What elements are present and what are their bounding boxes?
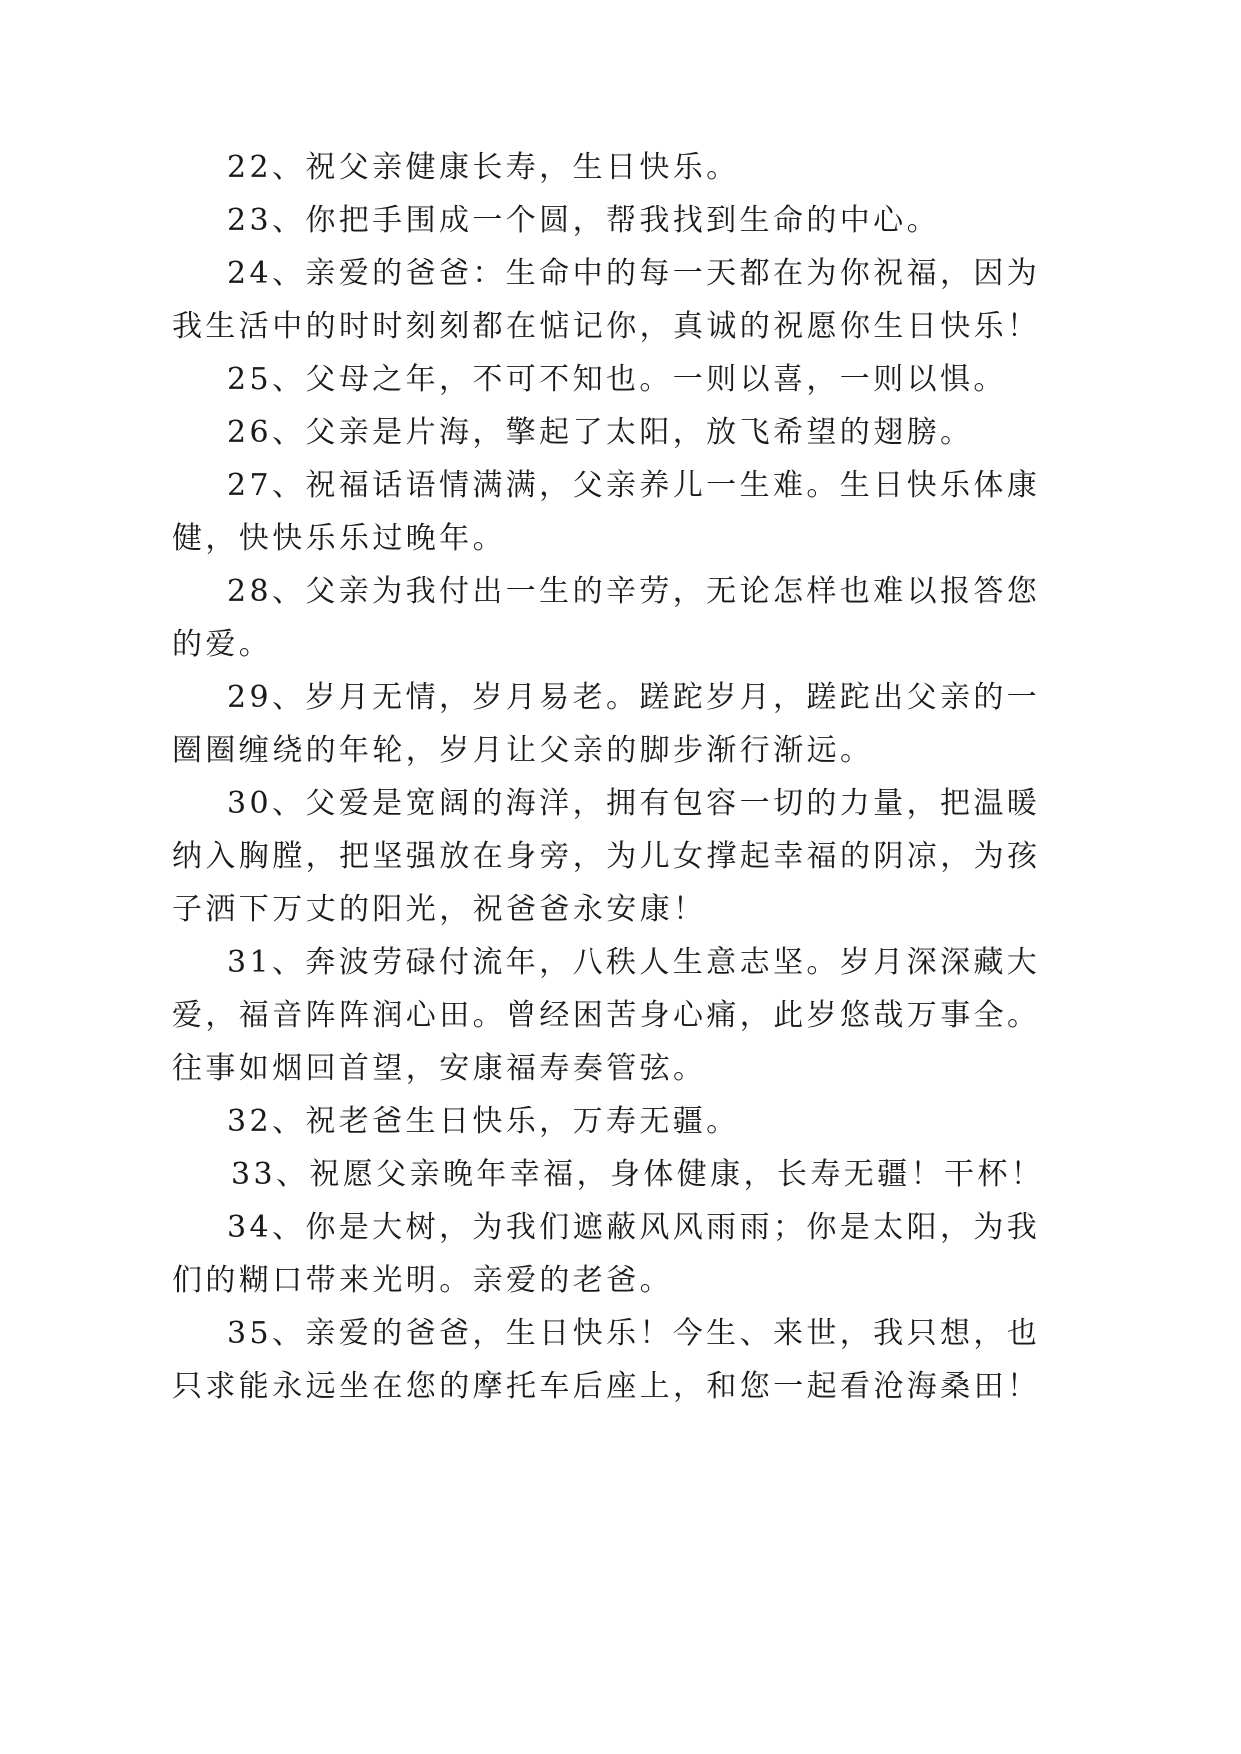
text-line: 往事如烟回首望，安康福寿奏管弦。 xyxy=(172,1051,707,1086)
text-line: 纳入胸膛，把坚强放在身旁，为儿女撑起幸福的阴凉，为孩 xyxy=(172,839,1041,874)
text-line: 31、奔波劳碌付流年，八秩人生意志坚。岁月深深藏大 xyxy=(227,945,1041,980)
text-line: 24、亲爱的爸爸：生命中的每一天都在为你祝福，因为 xyxy=(227,256,1041,291)
text-line: 子洒下万丈的阳光，祝爸爸永安康！ xyxy=(172,892,707,927)
text-line: 22、祝父亲健康长寿，生日快乐。 xyxy=(227,150,740,185)
text-line: 的爱。 xyxy=(172,627,273,662)
text-line: 们的糊口带来光明。亲爱的老爸。 xyxy=(172,1263,673,1298)
text-line: 34、你是大树，为我们遮蔽风风雨雨；你是太阳，为我 xyxy=(227,1210,1041,1245)
text-line: 25、父母之年，不可不知也。一则以喜，一则以惧。 xyxy=(227,362,1007,397)
text-line: 我生活中的时时刻刻都在惦记你，真诚的祝愿你生日快乐！ xyxy=(172,309,1041,344)
text-line: 健，快快乐乐过晚年。 xyxy=(172,521,506,556)
text-line: 30、父爱是宽阔的海洋，拥有包容一切的力量，把温暖 xyxy=(227,786,1041,821)
text-line: 35、亲爱的爸爸，生日快乐！今生、来世，我只想，也 xyxy=(227,1316,1041,1351)
text-line: 23、你把手围成一个圆，帮我找到生命的中心。 xyxy=(227,203,940,238)
text-line: 圈圈缠绕的年轮，岁月让父亲的脚步渐行渐远。 xyxy=(172,733,874,768)
text-line: 32、祝老爸生日快乐，万寿无疆。 xyxy=(227,1104,740,1139)
text-line: 只求能永远坐在您的摩托车后座上，和您一起看沧海桑田！ xyxy=(172,1369,1041,1404)
text-line: 33、祝愿父亲晚年幸福，身体健康，长寿无疆！干杯！ xyxy=(231,1157,1045,1192)
text-line: 29、岁月无情，岁月易老。蹉跎岁月，蹉跎出父亲的一 xyxy=(227,680,1041,715)
text-line: 爱，福音阵阵润心田。曾经困苦身心痛，此岁悠哉万事全。 xyxy=(172,998,1041,1033)
text-line: 27、祝福话语情满满，父亲养儿一生难。生日快乐体康 xyxy=(227,468,1041,503)
text-line: 28、父亲为我付出一生的辛劳，无论怎样也难以报答您 xyxy=(227,574,1041,609)
text-line: 26、父亲是片海，擎起了太阳，放飞希望的翅膀。 xyxy=(227,415,974,450)
